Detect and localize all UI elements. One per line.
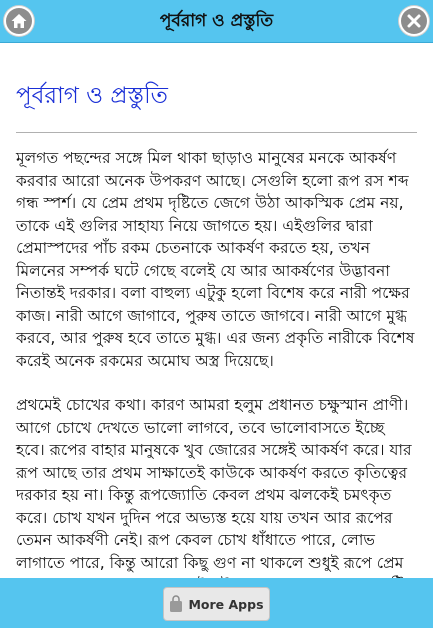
article-body	[16, 147, 418, 641]
more-apps-label: More Apps	[188, 596, 264, 612]
paragraph: প্রথমেই চোখের কথা। কারণ আমরা হলুম প্রধানত চক্ষুস্মান প্রাণী। আগে চোখে দেখতে ভালো লাগবে, তবে ভালোবাসতে ইচ্ছে হবে। রূপের বাহার মানুষকে খুব জোরের সঙ্গেই আকর্ষণ করে। যার রূপ আছে তার প্রথম সাক্ষাতেই কাউকে আকর্ষণ করতে কৃতিত্বের দরকার হয় না। কিন্তু রূপজ্যোতি কেবল প্রথম ঝলকেই চমৎকৃত করে। চোখ যখন দুদিন পরে অভ্যস্ত হয়ে যায় তখন আর রূপের তেমন আকর্ষণী নেই। রূপ কেবল চোখ ধাঁধাতে পারে, লোভ লাগাতে পারে, কিন্তু আরো কিছু গুণ না থাকলে শুধুই রূপে প্রেম	[16, 396, 412, 572]
paragraph: মূলগত পছন্দের সঙ্গে মিল থাকা ছাড়াও মানুষের মনকে আকর্ষণ করবার আরো অনেক উপকরণ আছে। সেগুলি হলো রূপ রস শব্দ গন্ধ স্পর্শ। যে প্রেম প্রথম দৃষ্টিতে জেগে উঠা আকস্মিক প্রেম নয়, তাকে এই গুলির সাহায্য নিয়ে জাগতে হয়। এইগুলির দ্বারা প্রেমাস্পদের পাঁচ রকম চেতনাকে আকর্ষণ করতে হয়, তখন মিলনের সম্পর্ক ঘটে গেছে বলেই যে আর আকর্ষণের উদ্ভাবনা নিতান্তই দরকার। বলা বাহুল্য এটুকু হলো বিশেষ করে নারী পক্ষের কাজ। নারী আগে জাগাবে, পুরুষ তাতে জাগবে। নারী আগে মুগ্ধ করবে, আর পুরুষ হবে তাতে মুগ্ধ। এর জন্য প্রকৃতি নারীকে বিশেষ করেই অনেক রকমের অমোঘ অস্ত্র দিয়েছে।	[16, 149, 415, 370]
more-apps-button[interactable]	[163, 587, 270, 621]
bottom-bar	[0, 578, 433, 628]
top-bar	[0, 0, 433, 43]
shopping-bag-icon	[169, 595, 183, 613]
divider	[16, 132, 417, 133]
article-view[interactable]	[0, 43, 433, 578]
app-title: পূর্বরাগ ও প্রস্তুতি	[159, 11, 274, 31]
close-button[interactable]	[399, 6, 429, 36]
close-icon	[401, 8, 427, 34]
article-title: পূর্বরাগ ও প্রস্তুতি	[16, 83, 168, 109]
